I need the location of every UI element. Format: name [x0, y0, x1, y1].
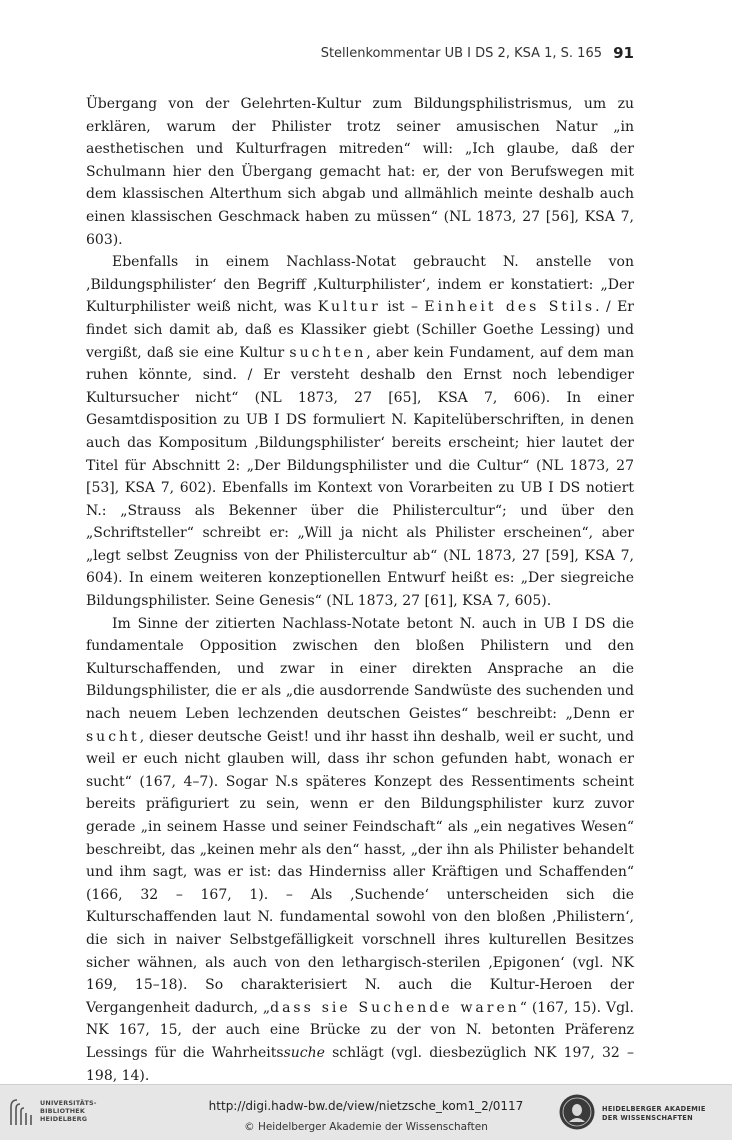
footer-bar — [0, 1084, 732, 1140]
text-run: , dieser deutsche Geist! und ihr hasst ihn deshalb, weil er sucht, und weil er euch nicht glauben will, dass ihr schon gefunden habt, wonach er sucht“ (167, 4–7). Sogar N.s späteres Konzept des Ressentiments scheint bereits präfiguriert zu sein, wenn er den Bildungsphilister kurz zuvor gerade „in seinem Hasse und seiner Feindschaft“ als „ein negatives Wesen“ beschreibt, das „keinen mehr als den“ hasst, „der ihn als Philister behandelt und ihm sagt, was er ist: das Hinderniss aller Kräftigen und Schaffenden“ (166, 32 – 167, 1). – Als ‚Suchende‘ unterscheiden sich die Kulturschaffenden laut N. fundamental sowohl von den bloßen ‚Philistern‘, die sich in naiver Selbstgefälligkeit vorschnell ihres kulturellen Besitzes sicher wähnen, als auch von den lethargisch-sterilen ‚Epigonen‘ (vgl. NK 169, 15–18). So charakterisiert N. auch die Kultur-Heroen der Vergangenheit dadurch, „ — [86, 728, 634, 1016]
text-run: “ (167, 15). Vgl. NK 167, 15, der auch eine Brücke zu der von N. betonten Präferenz Lessings für die Wahrheits — [86, 999, 634, 1061]
paragraph — [86, 613, 634, 1087]
ub-heidelberg-logo-text: UNIVERSITÄTS- BIBLIOTHEK HEIDELBERG — [40, 1099, 97, 1123]
running-head: Stellenkommentar UB I DS 2, KSA 1, S. 165 — [320, 46, 602, 61]
hadw-seal-icon — [558, 1093, 596, 1131]
body-text — [86, 93, 634, 1087]
text-run: Übergang von der Gelehrten-Kultur zum Bildungsphilistrismus, um zu erklären, warum der Philister trotz seiner amusischen Natur „in aesthetischen und Kulturfragen mitreden“ will: „Ich glaube, daß der Schulmann hier den Übergang gemacht hat: er, der von Berufswegen mit dem klassischen Alterthum sich abgab und allmählich meinte deshalb auch einen klassischen Geschmack haben zu müssen“ (NL 1873, 27 [56], KSA 7, 603). — [86, 96, 634, 248]
text-run: . / Er findet sich damit ab, daß es Klassiker giebt (Schiller Goethe Lessing) und vergißt, daß sie eine Kultur — [86, 299, 634, 361]
paragraph — [86, 251, 634, 613]
text-run: ist – — [380, 299, 425, 316]
spaced-emphasis: Kultur — [317, 299, 381, 316]
footer-copyright: © Heidelberger Akademie der Wissenschaften — [244, 1121, 488, 1133]
footer-url[interactable]: http://digi.hadw-bw.de/view/nietzsche_kom1_2/0117 — [208, 1099, 524, 1113]
text-run: Im Sinne der zitierten Nachlass-Notate betont N. auch in UB I DS die fundamentale Opposition zwischen den bloßen Philistern und den Kulturschaffenden, und zwar in einer direkten Ansprache an die Bildungsphilister, die er als „die ausdorrende Sandwüste des suchenden und nach neuem Leben lechzenden deutschen Geistes“ beschreibt: „Denn er — [86, 615, 634, 723]
text-run: , aber kein Fundament, auf dem man ruhen könnte, sind. / Er versteht deshalb den Ernst noch lebendiger Kultursucher nicht“ (NL 1873, 27 [65], KSA 7, 606). In einer Gesamtdisposition zu UB I DS formuliert N. Kapitelüberschriften, in denen auch das Kompositum ‚Bildungsphilister‘ bereits erscheint; hier lautet der Titel für Abschnitt 2: „Der Bildungsphilister und die Cultur“ (NL 1873, 27 [53], KSA 7, 602). Ebenfalls im Kontext von Vorarbeiten zu UB I DS notiert N.: „Strauss als Bekenner über die Philistercultur“; und über den „Schriftsteller“ schreibt er: „Will ja nicht als Philister erscheinen“, aber „legt selbst Zeugniss von der Philistercultur ab“ (NL 1873, 27 [59], KSA 7, 604). In einem weiteren konzeptionellen Entwurf heißt es: „Der siegreiche Bildungsphilister. Seine Genesis“ (NL 1873, 27 [61], KSA 7, 605). — [86, 344, 634, 610]
hadw-logo-text: HEIDELBERGER AKADEMIE DER WISSENSCHAFTEN — [602, 1105, 706, 1122]
spaced-emphasis: dass sie Suchende waren — [270, 999, 520, 1016]
paragraph — [86, 93, 634, 251]
spaced-emphasis: Einheit des Stils — [424, 299, 596, 316]
text-run: schlägt (vgl. diesbezüglich NK 197, 32 – 198, 14). — [86, 1044, 634, 1084]
italic-emphasis: suche — [283, 1044, 325, 1061]
text-run: Ebenfalls in einem Nachlass-Notat gebraucht N. anstelle von ‚Bildungsphilister‘ den Begriff ‚Kulturphilister‘, indem er konstatiert: „Der Kulturphilister weiß nicht, was — [86, 254, 634, 316]
spaced-emphasis: suchten — [289, 344, 367, 361]
page-header — [86, 44, 634, 64]
spaced-emphasis: sucht — [86, 728, 140, 745]
page-number: 91 — [613, 44, 634, 62]
hadw-logo[interactable] — [558, 1091, 724, 1133]
